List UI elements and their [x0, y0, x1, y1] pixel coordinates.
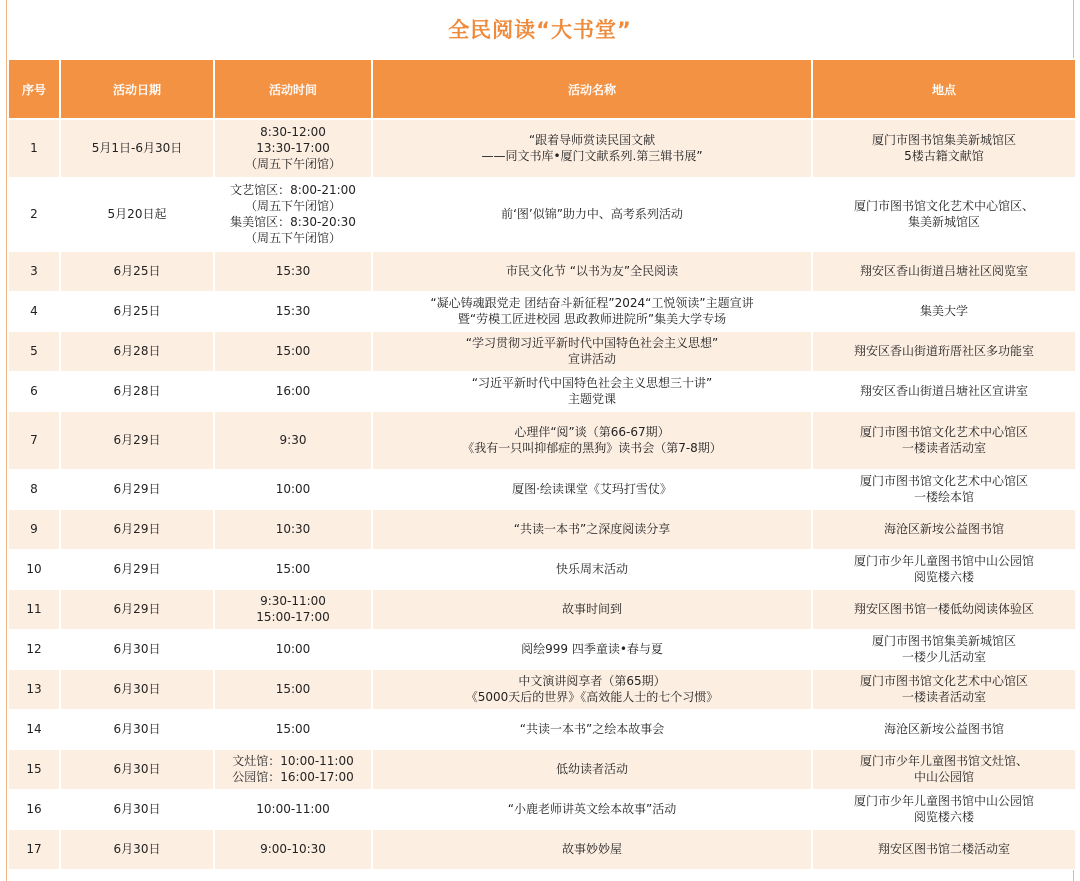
cell-date: 6月30日 — [60, 669, 214, 709]
header-time: 活动时间 — [214, 59, 372, 119]
cell-time: 15:00 — [214, 331, 372, 371]
header-date: 活动日期 — [60, 59, 214, 119]
cell-date: 6月25日 — [60, 291, 214, 331]
cell-name: 厦图·绘读课堂《艾玛打雪仗》 — [372, 469, 812, 509]
cell-time: 15:00 — [214, 669, 372, 709]
cell-date: 6月28日 — [60, 371, 214, 411]
cell-no: 13 — [8, 669, 60, 709]
table-row — [8, 589, 1076, 629]
cell-time: 10:00-11:00 — [214, 789, 372, 829]
cell-name: “凝心铸魂跟党走 团结奋斗新征程”2024“工悦领读”主题宣讲 暨“劳模工匠进校园 思政教师进院所”集美大学专场 — [372, 291, 812, 331]
cell-time: 9:30-11:00 15:00-17:00 — [214, 589, 372, 629]
cell-no: 5 — [8, 331, 60, 371]
cell-time: 15:00 — [214, 709, 372, 749]
cell-date: 6月29日 — [60, 549, 214, 589]
header-place: 地点 — [812, 59, 1076, 119]
cell-date: 6月29日 — [60, 469, 214, 509]
cell-time: 10:30 — [214, 509, 372, 549]
cell-name: 阅绘999 四季童读•春与夏 — [372, 629, 812, 669]
cell-no: 4 — [8, 291, 60, 331]
cell-no: 7 — [8, 411, 60, 469]
table-row — [8, 469, 1076, 509]
cell-place: 厦门市少年儿童图书馆文灶馆、 中山公园馆 — [812, 749, 1076, 789]
cell-name: “跟着导师赏读民国文献 ——同文书库•厦门文献系列.第三辑书展” — [372, 119, 812, 177]
cell-no: 16 — [8, 789, 60, 829]
cell-place: 厦门市图书馆文化艺术中心馆区 一楼绘本馆 — [812, 469, 1076, 509]
cell-no: 3 — [8, 251, 60, 291]
cell-name: 故事妙妙屋 — [372, 829, 812, 869]
cell-time: 15:00 — [214, 549, 372, 589]
table-row — [8, 749, 1076, 789]
cell-date: 5月1日-6月30日 — [60, 119, 214, 177]
cell-date: 6月30日 — [60, 709, 214, 749]
cell-no: 9 — [8, 509, 60, 549]
table-row — [8, 669, 1076, 709]
table-row — [8, 509, 1076, 549]
cell-date: 5月20日起 — [60, 177, 214, 251]
cell-name: 心理伴“阅”谈（第66-67期） 《我有一只叫抑郁症的黑狗》读书会（第7-8期） — [372, 411, 812, 469]
cell-name: 快乐周末活动 — [372, 549, 812, 589]
cell-date: 6月29日 — [60, 509, 214, 549]
cell-date: 6月30日 — [60, 629, 214, 669]
title-bar — [7, 0, 1073, 58]
header-no: 序号 — [8, 59, 60, 119]
cell-no: 10 — [8, 549, 60, 589]
cell-place: 海沧区新垵公益图书馆 — [812, 709, 1076, 749]
cell-place: 厦门市图书馆集美新城馆区 5楼古籍文献馆 — [812, 119, 1076, 177]
cell-name: 低幼读者活动 — [372, 749, 812, 789]
table-row — [8, 789, 1076, 829]
cell-place: 厦门市少年儿童图书馆中山公园馆 阅览楼六楼 — [812, 549, 1076, 589]
cell-date: 6月28日 — [60, 331, 214, 371]
table-row — [8, 549, 1076, 589]
table-row — [8, 291, 1076, 331]
cell-time: 9:00-10:30 — [214, 829, 372, 869]
table-row — [8, 411, 1076, 469]
table-row — [8, 119, 1076, 177]
cell-place: 集美大学 — [812, 291, 1076, 331]
cell-place: 厦门市图书馆文化艺术中心馆区、 集美新城馆区 — [812, 177, 1076, 251]
cell-name: 市民文化节 “以书为友”全民阅读 — [372, 251, 812, 291]
cell-place: 厦门市少年儿童图书馆中山公园馆 阅览楼六楼 — [812, 789, 1076, 829]
cell-no: 1 — [8, 119, 60, 177]
cell-name: “小鹿老师讲英文绘本故事”活动 — [372, 789, 812, 829]
cell-date: 6月25日 — [60, 251, 214, 291]
cell-time: 8:30-12:00 13:30-17:00 （周五下午闭馆） — [214, 119, 372, 177]
table-row — [8, 371, 1076, 411]
cell-place: 翔安区香山街道吕塘社区阅览室 — [812, 251, 1076, 291]
cell-name: “共读一本书”之深度阅读分享 — [372, 509, 812, 549]
table-row — [8, 829, 1076, 869]
table-row — [8, 709, 1076, 749]
cell-name: 故事时间到 — [372, 589, 812, 629]
cell-no: 6 — [8, 371, 60, 411]
cell-time: 10:00 — [214, 629, 372, 669]
cell-place: 翔安区香山街道珩厝社区多功能室 — [812, 331, 1076, 371]
cell-place: 翔安区香山街道吕塘社区宣讲室 — [812, 371, 1076, 411]
cell-no: 8 — [8, 469, 60, 509]
page-title: 全民阅读“大书堂” — [448, 18, 632, 42]
cell-name: “学习贯彻习近平新时代中国特色社会主义思想” 宣讲活动 — [372, 331, 812, 371]
header-row — [8, 59, 1076, 119]
cell-time: 15:30 — [214, 251, 372, 291]
cell-time: 文艺馆区：8:00-21:00 （周五下午闭馆） 集美馆区：8:30-20:30 （周五下午闭馆） — [214, 177, 372, 251]
table-row — [8, 251, 1076, 291]
cell-place: 海沧区新垵公益图书馆 — [812, 509, 1076, 549]
cell-date: 6月29日 — [60, 589, 214, 629]
cell-place: 翔安区图书馆二楼活动室 — [812, 829, 1076, 869]
cell-name: 中文演讲阅享者（第65期） 《5000天后的世界》《高效能人士的七个习惯》 — [372, 669, 812, 709]
cell-no: 12 — [8, 629, 60, 669]
cell-time: 9:30 — [214, 411, 372, 469]
cell-place: 厦门市图书馆文化艺术中心馆区 一楼读者活动室 — [812, 411, 1076, 469]
table-body — [8, 119, 1076, 869]
header-name: 活动名称 — [372, 59, 812, 119]
cell-no: 17 — [8, 829, 60, 869]
table-row — [8, 331, 1076, 371]
cell-place: 厦门市图书馆文化艺术中心馆区 一楼读者活动室 — [812, 669, 1076, 709]
cell-time: 16:00 — [214, 371, 372, 411]
cell-no: 14 — [8, 709, 60, 749]
cell-date: 6月30日 — [60, 749, 214, 789]
cell-place: 厦门市图书馆集美新城馆区 一楼少儿活动室 — [812, 629, 1076, 669]
cell-date: 6月29日 — [60, 411, 214, 469]
cell-time: 10:00 — [214, 469, 372, 509]
schedule-page — [6, 0, 1074, 881]
table-row — [8, 177, 1076, 251]
cell-name: 前‘图’似锦”助力中、高考系列活动 — [372, 177, 812, 251]
cell-place: 翔安区图书馆一楼低幼阅读体验区 — [812, 589, 1076, 629]
cell-name: “共读一本书”之绘本故事会 — [372, 709, 812, 749]
table-row — [8, 629, 1076, 669]
cell-date: 6月30日 — [60, 789, 214, 829]
cell-name: “习近平新时代中国特色社会主义思想三十讲” 主题党课 — [372, 371, 812, 411]
cell-no: 2 — [8, 177, 60, 251]
cell-time: 文灶馆：10:00-11:00 公园馆：16:00-17:00 — [214, 749, 372, 789]
cell-no: 11 — [8, 589, 60, 629]
schedule-table — [7, 58, 1077, 870]
cell-no: 15 — [8, 749, 60, 789]
cell-time: 15:30 — [214, 291, 372, 331]
cell-date: 6月30日 — [60, 829, 214, 869]
